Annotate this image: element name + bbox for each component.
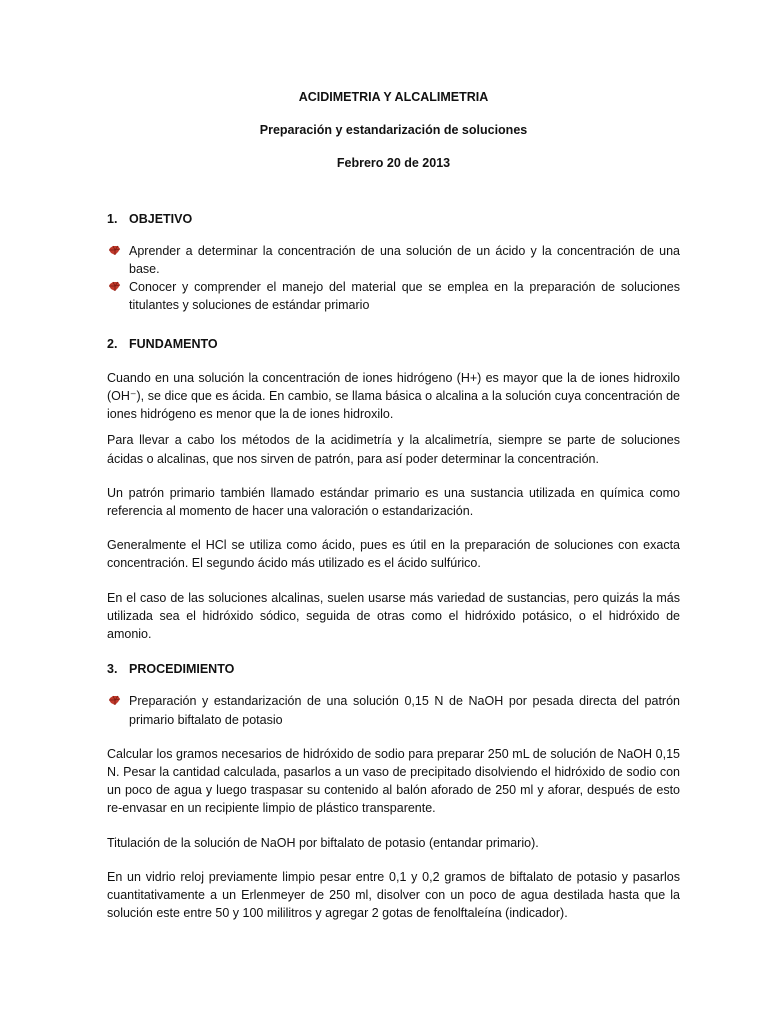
paragraph: Generalmente el HCl se utiliza como ácido, pues es útil en la preparación de soluciones con exacta concentración. El segundo ácido más utilizado es el ácido sulfúrico.	[107, 538, 680, 571]
paragraph: Cuando en una solución la concentración de iones hidrógeno (H+) es mayor que la de iones hidroxilo (OH⁻), se dice que es ácida. En cambio, se llama básica o alcalina a la solución cuya concentración de iones hidrógeno es menor que la de iones hidroxilo.	[107, 370, 680, 422]
paragraph: Calcular los gramos necesarios de hidróxido de sodio para preparar 250 mL de solución de NaOH 0,15 N. Pesar la cantidad calculada, pasarlos a un vaso de precipitado disolviendo el hidróxido de sodio con un poco de agua y luego traspasar su contenido al balón aforado de 250 ml y aforar, después de esto re-envasar en un recipiente limpio de plástico transparente.	[107, 746, 680, 816]
document-page	[107, 88, 680, 923]
list-item-text: Conocer y comprender el manejo del material que se emplea en la preparación de soluciones titulantes y soluciones de estándar primario	[129, 280, 680, 313]
section-number: 3.	[107, 662, 118, 677]
objetivo-list	[107, 242, 680, 315]
list-item-text: Preparación y estandarización de una solución 0,15 N de NaOH por pesada directa del patrón primario biftalato de potasio	[129, 694, 680, 727]
paragraph: Un patrón primario también llamado estándar primario es una sustancia utilizada en química como referencia al momento de hacer una valoración o estandarización.	[107, 485, 680, 519]
red-diamond-bullet-icon	[109, 245, 121, 256]
section-number: 1.	[107, 211, 118, 226]
section-heading-procedimiento	[107, 660, 680, 678]
document-date: Febrero 20 de 2013	[336, 156, 451, 171]
document-title: ACIDIMETRIA Y ALCALIMETRIA	[298, 90, 489, 104]
paragraph: En el caso de las soluciones alcalinas, suelen usarse más variedad de sustancias, pero quizás la más utilizada sea el hidróxido sódico, seguida de otras como el hidróxido potásico, o el hidróxido de amonio.	[107, 590, 680, 642]
list-item-text: Aprender a determinar la concentración de una solución de un ácido y la concentración de una base.	[129, 243, 680, 277]
red-diamond-bullet-icon	[109, 695, 121, 706]
procedimiento-list	[107, 692, 680, 728]
section-title: PROCEDIMIENTO	[129, 662, 235, 677]
list-item	[107, 692, 680, 728]
list-item	[107, 242, 680, 278]
document-subtitle: Preparación y estandarización de soluciones	[259, 123, 528, 138]
section-number: 2.	[107, 336, 118, 351]
section-title: OBJETIVO	[129, 211, 193, 226]
red-diamond-bullet-icon	[109, 281, 121, 292]
list-item	[107, 278, 680, 314]
paragraph: Para llevar a cabo los métodos de la acidimetría y la alcalimetría, siempre se parte de soluciones ácidas o alcalinas, que nos sirven de patrón, para así poder determinar la concentración.	[107, 433, 680, 466]
section-title: FUNDAMENTO	[129, 336, 218, 351]
section-heading-objetivo	[107, 210, 680, 228]
paragraph: Titulación de la solución de NaOH por biftalato de potasio (entandar primario).	[107, 835, 539, 850]
section-heading-fundamento	[107, 335, 680, 353]
paragraph: En un vidrio reloj previamente limpio pesar entre 0,1 y 0,2 gramos de biftalato de potasio y pasarlos cuantitativamente a un Erlenmeyer de 250 ml, disolver con un poco de agua destilada hasta que la solución este entre 50 y 100 mililitros y agregar 2 gotas de fenolftaleína (indicador).	[107, 869, 680, 921]
